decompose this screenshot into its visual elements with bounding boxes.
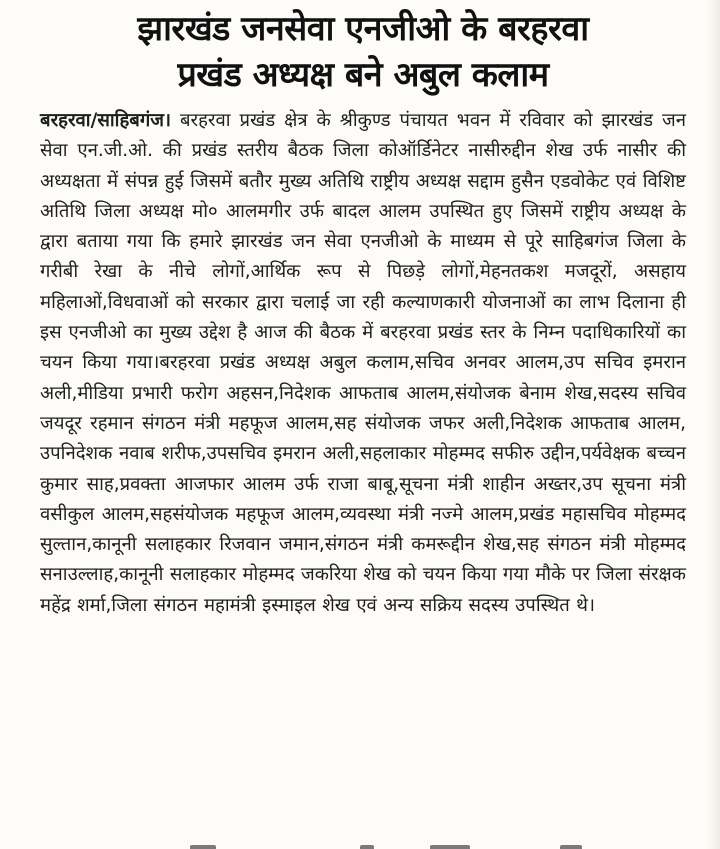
page-edge-shadow	[706, 0, 720, 849]
cutoff-mark	[430, 845, 470, 849]
cutoff-mark	[360, 845, 374, 849]
dateline: बरहरवा/साहिबगंज।	[40, 110, 171, 131]
headline-line-1: झारखंड जनसेवा एनजीओ के बरहरवा	[137, 9, 589, 49]
cutoff-mark	[190, 845, 216, 849]
cutoff-mark	[560, 845, 582, 849]
article-body	[40, 106, 686, 621]
headline-line-2: प्रखंड अध्यक्ष बने अबुल कलाम	[177, 55, 549, 95]
next-column-cutoff	[0, 839, 720, 849]
headline	[40, 6, 686, 98]
article-body-text: बरहरवा प्रखंड क्षेत्र के श्रीकुण्ड पंचायत भवन में रविवार को झारखंड जन सेवा एन.जी.ओ. की प्रखंड स्तरीय बैठक जिला कोऑर्डिनेटर नासीरुद्दीन शेख उर्फ नासीर की अध्यक्षता में संपन्न हुई जिसमें बतौर मुख्य अतिथि राष्ट्रीय अध्यक्ष सद्दाम हुसैन एडवोकेट एवं विशिष्ट अतिथि जिला अध्यक्ष मो० आलमगीर उर्फ बादल आलम उपस्थित हुए जिसमें राष्ट्रीय अध्यक्ष के द्वारा बताया गया कि हमारे झारखंड जन सेवा एनजीओ के माध्यम से पूरे साहिबगंज जिला के गरीबी रेखा के नीचे लोगों,आर्थिक रूप से पिछड़े लोगों,मेहनतकश मजदूरों, असहाय महिलाओं,विधवाओं को सरकार द्वारा चलाई जा रही कल्याणकारी योजनाओं का लाभ दिलाना ही इस एनजीओ का मुख्य उद्देश है आज की बैठक में बरहरवा प्रखंड स्तर के निम्न पदाधिकारियों का चयन किया गया।बरहरवा प्रखंड अध्यक्ष अबुल कलाम,सचिव अनवर आलम,उप सचिव इमरान अली,मीडिया प्रभारी फरोग अहसन,निदेशक आफताब आलम,संयोजक बेनाम शेख,सदस्य सचिव जयदूर रहमान संगठन मंत्री महफूज आलम,सह संयोजक जफर अली,निदेशक आफताब आलम, उपनिदेशक नवाब शरीफ,उपसचिव इमरान अली,सहलाकार मोहम्मद सफीरु उद्दीन,पर्यवेक्षक बच्चन कुमार साह,प्रवक्ता आजफार आलम उर्फ राजा बाबू,सूचना मंत्री शाहीन अख्तर,उप सूचना मंत्री वसीकुल आलम,सहसंयोजक महफूज आलम,व्यवस्था मंत्री नज्मे आलम,प्रखंड महासचिव मोहम्मद सुल्तान,कानूनी सलाहकार रिजवान जमान,संगठन मंत्री कमरूद्दीन शेख,सह संगठन मंत्री मोहम्मद सनाउल्लाह,कानूनी सलाहकार मोहम्मद जकरिया शेख को चयन किया गया मौके पर जिला संरक्षक महेंद्र शर्मा,जिला संगठन महामंत्री इस्माइल शेख एवं अन्य सक्रिय सदस्य उपस्थित थे।	[40, 110, 686, 616]
